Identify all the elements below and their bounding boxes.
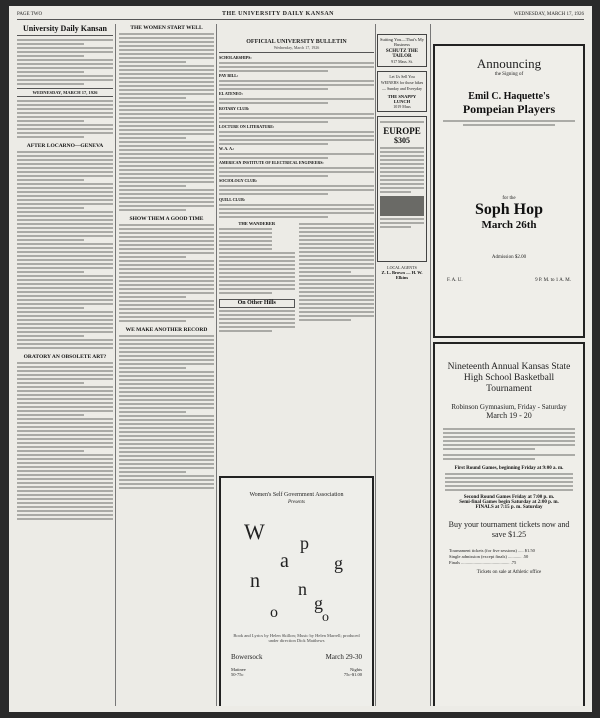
wsga-presents: Presents (287, 500, 306, 505)
announcing: Announcing (476, 56, 542, 71)
ads-column (377, 24, 427, 706)
tailor-address: 917 Mass. St. (391, 59, 413, 64)
paper-title: THE UNIVERSITY DAILY KANSAN (221, 11, 335, 17)
agents-label: LOCAL AGENTS (387, 265, 417, 270)
page-number: PAGE TWO (17, 11, 43, 17)
newspaper-page (9, 6, 592, 712)
wsga-title: Women's Self Government Association (249, 492, 344, 498)
event-place: F. A. U. (447, 278, 463, 283)
finals: FINALS at 7:15 p. m. Saturday (475, 505, 543, 510)
tailor-ad (377, 34, 427, 67)
soph-hop-ad (433, 44, 585, 338)
first-round: First Round Games, beginning Friday at 9:00 a. m. (454, 466, 564, 471)
wsga-advertisement (219, 476, 374, 706)
nights-label: Nights (349, 667, 362, 672)
headline-good-time: SHOW THEM A GOOD TIME (129, 216, 204, 222)
admission: Admission $2.00 (491, 255, 527, 260)
ticket-line: Finals ........................................... .75 (449, 560, 517, 565)
headline-record: WE MAKE ANOTHER RECORD (125, 327, 208, 333)
band-name: Pompeian Players (462, 102, 556, 116)
semi-final: Semi-final Games begin Saturday at 2:00 p. m. (459, 500, 559, 505)
svg-text:a: a (279, 550, 289, 572)
editorial-column-2 (119, 24, 214, 706)
nights-price: 75c-$1.00 (343, 672, 362, 677)
event-time: 9 P. M. to 1 A. M. (535, 278, 571, 283)
bulletin-item: QUILL CLUB: (219, 196, 246, 202)
travel-ad (377, 116, 427, 262)
ticket-line: Single admission (except finals) ............ .50 (449, 554, 529, 559)
event-date: March 26th (481, 219, 537, 231)
event-name: Soph Hop (474, 201, 544, 218)
wsga-credits: Book and Lyrics by Helen Skillon; Music by Helen Marrell; produced under direction Dick Matthews (233, 633, 360, 643)
signing-of: the Signing of (494, 72, 524, 77)
issue-date: WEDNESDAY, MARCH 17, 1926 (513, 11, 584, 17)
bulletin-column (219, 24, 374, 706)
second-round: Second Round Games Friday at 7:00 p. m. (463, 495, 555, 500)
wanderer-title: THE WANDERER (238, 220, 276, 226)
for-the: for the (502, 196, 516, 201)
tournament-dates: March 19 - 20 (486, 411, 532, 420)
show-title-art (222, 509, 372, 629)
travel-price: $305 (394, 136, 410, 145)
bulletin-item: EL ATENEO: (219, 91, 243, 97)
svg-text:g: g (333, 553, 343, 573)
bulletin-item: AMERICAN INSTITUTE OF ELECTRICAL ENGINEERS: (219, 160, 324, 166)
svg-text:p: p (299, 533, 309, 553)
bulletin-item: SCHOLARSHIPS: (219, 55, 252, 60)
tailor-tagline: Suiting You—That's My Business (380, 37, 424, 47)
headline-women: THE WOMEN START WELL (130, 25, 203, 31)
band-leader: Emil C. Haquette's (468, 91, 550, 102)
svg-text:o: o (321, 610, 329, 625)
lunch-text: Let Us Sell You WEINERS for those hikes — Sunday and Everyday (380, 74, 424, 91)
matinee-price: 50-75c (231, 672, 244, 677)
bulletin-item: LOCTURE ON LITERATURE: (219, 123, 275, 129)
bulletin-item: PAY BILL: (219, 73, 239, 79)
svg-text:W: W (243, 519, 265, 544)
matinee-label: Matinee (231, 667, 246, 672)
editorial-column (17, 24, 113, 706)
bulletin-item: W. A. A.: (219, 145, 235, 151)
bulletin-item: ROTARY CLUB: (219, 105, 250, 111)
headline-oratory: ORATORY AN OBSOLETE ART? (23, 354, 107, 360)
masthead: University Daily Kansan (17, 24, 113, 36)
bulletin-title: OFFICIAL UNIVERSITY BULLETIN (246, 39, 347, 45)
headline-locarno: AFTER LOCARNO—GENEVA (26, 143, 104, 149)
ship-illustration (380, 196, 424, 216)
tournament-title: Nineteenth Annual Kansas State High School Basketball Tournament (447, 362, 571, 394)
large-ads-column (433, 24, 585, 706)
travel-destination: EUROPE (383, 126, 421, 136)
editorial-date: WEDNESDAY, MARCH 17, 1926 (17, 88, 113, 97)
svg-text:n: n (297, 579, 307, 599)
svg-text:g: g (313, 593, 323, 613)
agents-names: Z. L. Brown — H. W. Elkins (381, 270, 423, 280)
svg-text:o: o (269, 604, 278, 621)
bulletin-date: Wednesday, March 17, 1926 (273, 45, 320, 50)
page-header (17, 9, 584, 20)
tournament-venue: Robinson Gymnasium, Friday - Saturday (451, 403, 567, 411)
bulletin-item: SOCIOLOGY CLUB: (219, 178, 257, 184)
show-dates: March 29-30 (325, 653, 362, 661)
ticket-line: Tournament tickets (for five sessions) ..... $1.50 (449, 548, 535, 553)
venue: Bowersock (231, 653, 263, 661)
lunch-name: THE SNAPPY LUNCH (387, 94, 417, 104)
section-header: On Other Hills (219, 299, 295, 308)
svg-text:n: n (249, 570, 260, 592)
lunch-ad (377, 71, 427, 112)
buy-tickets: Buy your tournament tickets now and save $1.25 (448, 520, 570, 539)
tickets-on-sale: Tickets on sale at Athletic office (476, 570, 542, 575)
basketball-tournament-ad (433, 342, 585, 706)
tailor-name: SCHUTZ THE TAILOR (385, 49, 419, 59)
lunch-address: 1019 Mass (393, 104, 411, 109)
